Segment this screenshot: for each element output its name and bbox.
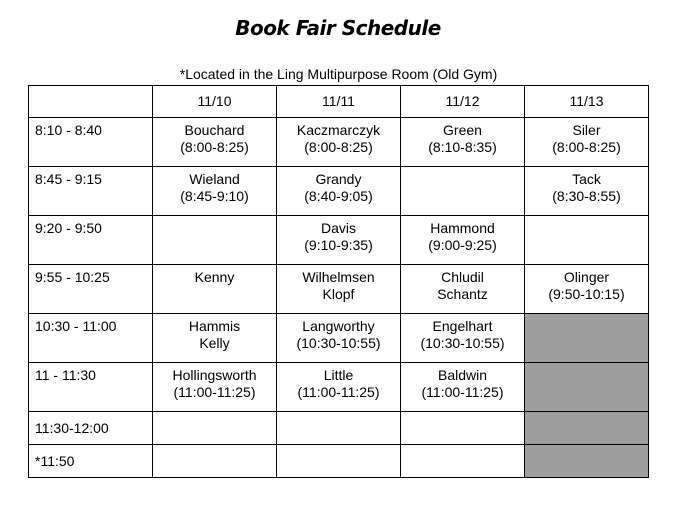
- schedule-cell: [277, 118, 401, 167]
- table-row: [29, 216, 649, 265]
- time-slot-cell: 11:30-12:00: [29, 412, 153, 445]
- cell-line-primary: Grandy: [315, 171, 362, 187]
- blocked-cell: [525, 445, 649, 478]
- cell-line-secondary: (8:00-8:25): [180, 139, 249, 155]
- schedule-cell: [277, 363, 401, 412]
- cell-line-primary: Hammond: [430, 220, 495, 236]
- schedule-cell: [401, 118, 525, 167]
- table-row: [29, 412, 649, 445]
- schedule-cell: [153, 118, 277, 167]
- schedule-cell: [277, 216, 401, 265]
- schedule-cell: [525, 265, 649, 314]
- cell-line-secondary: (9:10-9:35): [304, 237, 373, 253]
- cell-line-primary: Langworthy: [302, 318, 375, 334]
- cell-line-secondary: (8:00-8:25): [304, 139, 373, 155]
- schedule-cell: [401, 445, 525, 478]
- cell-line-primary: Olinger: [563, 269, 610, 285]
- cell-line-secondary: (8:30-8:55): [552, 188, 621, 204]
- cell-line-secondary: (11:00-11:25): [421, 384, 504, 400]
- cell-line-secondary: (11:00-11:25): [297, 384, 380, 400]
- schedule-table: [28, 85, 649, 478]
- schedule-cell: [401, 167, 525, 216]
- schedule-cell: [277, 265, 401, 314]
- schedule-cell: [401, 412, 525, 445]
- page-title: Book Fair Schedule: [235, 16, 441, 40]
- cell-line-primary: Little: [323, 367, 354, 383]
- column-header: 11/10: [153, 86, 277, 118]
- schedule-cell: [277, 167, 401, 216]
- location-note: *Located in the Ling Multipurpose Room (Old Gym): [179, 66, 498, 82]
- column-header: 11/13: [525, 86, 649, 118]
- table-row: [29, 363, 649, 412]
- column-header: 11/11: [277, 86, 401, 118]
- cell-line-primary: Bouchard: [184, 122, 245, 138]
- time-slot-cell: 11 - 11:30: [29, 363, 153, 412]
- table-row: [29, 314, 649, 363]
- schedule-cell: [401, 216, 525, 265]
- table-row: [29, 445, 649, 478]
- time-slot-cell: 8:10 - 8:40: [29, 118, 153, 167]
- cell-line-secondary: (8:40-9:05): [304, 188, 373, 204]
- cell-line-primary: Chludil: [441, 269, 484, 285]
- schedule-cell: [401, 363, 525, 412]
- cell-line-secondary: Schantz: [437, 286, 488, 302]
- schedule-cell: [525, 167, 649, 216]
- cell-line-secondary: (9:50-10:15): [548, 286, 625, 302]
- table-row: [29, 167, 649, 216]
- schedule-cell: [277, 314, 401, 363]
- cell-line-primary: Siler: [572, 122, 601, 138]
- cell-line-primary: Tack: [572, 171, 601, 187]
- cell-line-secondary: Kelly: [199, 335, 230, 351]
- time-slot-cell: 8:45 - 9:15: [29, 167, 153, 216]
- schedule-cell: [153, 445, 277, 478]
- schedule-cell: [153, 412, 277, 445]
- time-slot-cell: 9:20 - 9:50: [29, 216, 153, 265]
- cell-line-secondary: (8:10-8:35): [428, 139, 497, 155]
- cell-line-secondary: (8:00-8:25): [552, 139, 621, 155]
- cell-line-primary: Davis: [320, 220, 356, 236]
- schedule-cell: [153, 265, 277, 314]
- schedule-cell: [153, 167, 277, 216]
- schedule-cell: [525, 216, 649, 265]
- cell-line-primary: Wieland: [189, 171, 240, 187]
- column-header: [29, 86, 153, 118]
- column-header: 11/12: [401, 86, 525, 118]
- cell-line-secondary: (10:30-10:55): [296, 335, 381, 351]
- cell-line-secondary: (11:00-11:25): [173, 384, 256, 400]
- schedule-cell: [525, 118, 649, 167]
- cell-line-primary: Wilhelmsen: [302, 269, 375, 285]
- table-row: [29, 265, 649, 314]
- cell-line-secondary: Klopf: [322, 286, 355, 302]
- cell-line-primary: Kaczmarczyk: [296, 122, 381, 138]
- blocked-cell: [525, 363, 649, 412]
- blocked-cell: [525, 314, 649, 363]
- cell-line-secondary: (10:30-10:55): [420, 335, 505, 351]
- schedule-cell: [153, 314, 277, 363]
- schedule-cell: [401, 265, 525, 314]
- cell-line-primary: Engelhart: [432, 318, 493, 334]
- cell-line-primary: Hammis: [188, 318, 241, 334]
- schedule-cell: [153, 363, 277, 412]
- schedule-body: [29, 118, 649, 478]
- schedule-cell: [401, 314, 525, 363]
- cell-line-primary: Kenny: [194, 269, 235, 285]
- cell-line-primary: Green: [443, 122, 482, 138]
- time-slot-cell: *11:50: [29, 445, 153, 478]
- schedule-cell: [277, 412, 401, 445]
- cell-line-primary: Baldwin: [437, 367, 488, 383]
- blocked-cell: [525, 412, 649, 445]
- time-slot-cell: 10:30 - 11:00: [29, 314, 153, 363]
- cell-line-secondary: (9:00-9:25): [428, 237, 497, 253]
- schedule-cell: [153, 216, 277, 265]
- table-row: [29, 118, 649, 167]
- time-slot-cell: 9:55 - 10:25: [29, 265, 153, 314]
- header-row: [29, 86, 649, 118]
- cell-line-primary: Hollingsworth: [172, 367, 257, 383]
- cell-line-secondary: (8:45-9:10): [180, 188, 249, 204]
- schedule-cell: [277, 445, 401, 478]
